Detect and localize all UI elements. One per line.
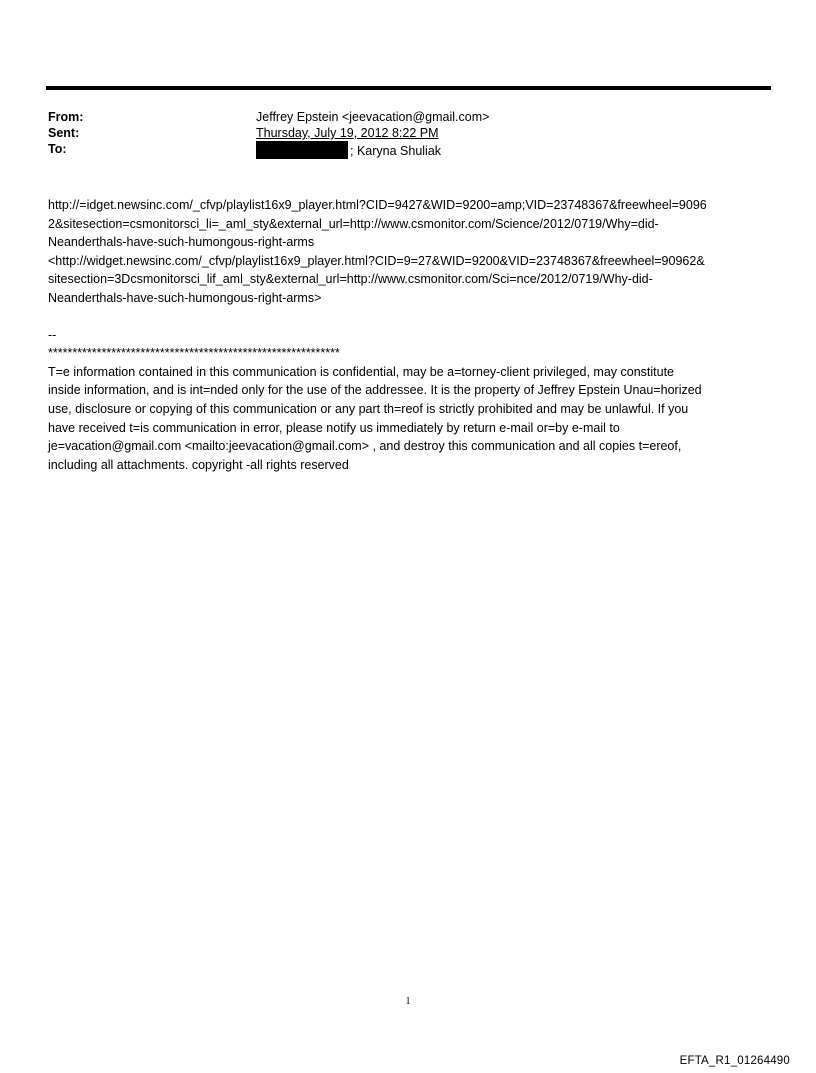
disclaimer-line: including all attachments. copyright -all rights reserved bbox=[48, 457, 349, 472]
redaction-box bbox=[256, 141, 348, 159]
from-label: From: bbox=[48, 110, 84, 124]
email-body bbox=[48, 196, 776, 474]
to-value-wrap bbox=[256, 141, 441, 159]
spacer bbox=[48, 308, 776, 326]
disclaimer-line: have received t=is communication in error, please notify us immediately by return e-mail or=by e-mail to bbox=[48, 420, 620, 435]
link-line[interactable]: <http://widget.newsinc.com/_cfvp/playlist16x9_player.html?CID=9=27&WID=9200&VID=23748367&freewheel=90962& bbox=[48, 253, 705, 268]
header-rule bbox=[46, 86, 771, 90]
from-value: Jeffrey Epstein <jeevacation@gmail.com> bbox=[256, 110, 490, 124]
sent-value: Thursday, July 19, 2012 8:22 PM bbox=[256, 126, 439, 140]
to-value: ; Karyna Shuliak bbox=[350, 144, 442, 158]
disclaimer-line: inside information, and is int=nded only for the use of the addressee. It is the property of Jeffrey Epstein Unau=horized bbox=[48, 383, 702, 398]
document-id: EFTA_R1_01264490 bbox=[679, 1055, 790, 1067]
link-line[interactable]: Neanderthals-have-such-humongous-right-arms bbox=[48, 235, 315, 250]
signature-dashes: -- bbox=[48, 327, 57, 342]
link-line[interactable]: http://=idget.newsinc.com/_cfvp/playlist16x9_player.html?CID=9427&WID=9200=amp;VID=23748367&freewheel=9096 bbox=[48, 198, 707, 212]
page-number: 1 bbox=[405, 996, 411, 1007]
disclaimer-line: use, disclosure or copying of this communication or any part th=reof is strictly prohibited and may be unlawful. If you bbox=[48, 401, 689, 416]
signature-stars: ************************************************************ bbox=[48, 346, 340, 361]
disclaimer-line: je=vacation@gmail.com <mailto:jeevacation@gmail.com> , and destroy this communication and all copies t=ereof, bbox=[48, 439, 682, 454]
link-line[interactable]: Neanderthals-have-such-humongous-right-arms> bbox=[48, 290, 322, 305]
sent-label: Sent: bbox=[48, 126, 80, 140]
to-label: To: bbox=[48, 142, 67, 156]
disclaimer-line: T=e information contained in this communication is confidential, may be a=torney-client privileged, may constitute bbox=[48, 364, 675, 379]
link-line[interactable]: 2&sitesection=csmonitorsci_li=_aml_sty&external_url=http://www.csmonitor.com/Science/2012/0719/Why=did- bbox=[48, 216, 659, 231]
link-line[interactable]: sitesection=3Dcsmonitorsci_lif_aml_sty&external_url=http://www.csmonitor.com/Sci=nce/2012/0719/Why-did- bbox=[48, 272, 653, 287]
